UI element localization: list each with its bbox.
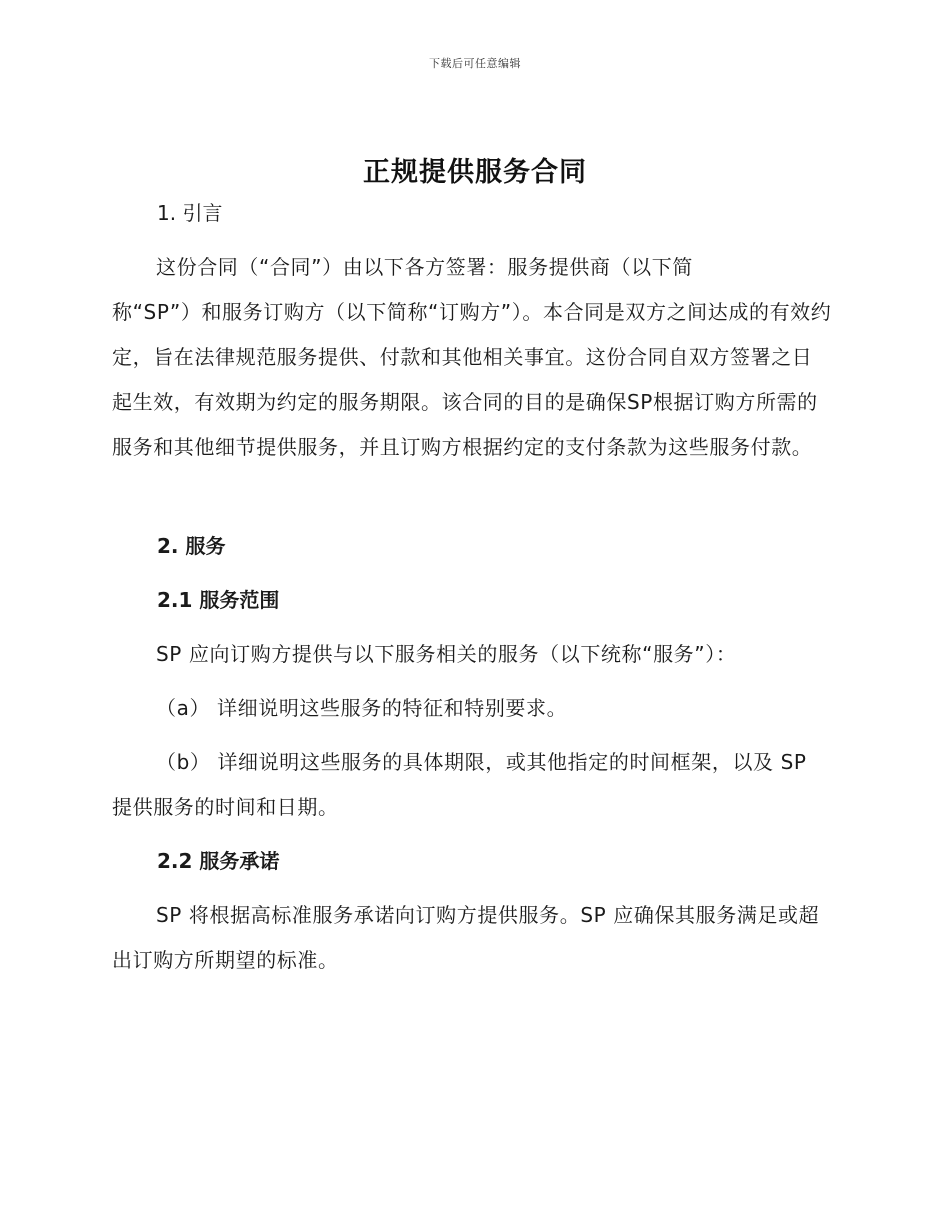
section-2-1-intro: SP 应向订购方提供与以下服务相关的服务（以下统称“服务”）： bbox=[156, 642, 737, 666]
section-2-1-item-b: （b） 详细说明这些服务的具体期限，或其他指定的时间框架，以及 SP 提供服务的时间和日期。 bbox=[112, 750, 807, 819]
section-2-heading: 2. 服务 bbox=[157, 534, 226, 558]
section-1-paragraph-body: 称“SP”）和服务订购方（以下简称“订购方”）。本合同是双方之间达成的有效约定，旨在法律规范服务提供、付款和其他相关事宜。这份合同自双方签署之日起生效，有效期为约定的服务期限。该合同的目的是确保SP根据订购方所需的服务和其他细节提供服务，并且订购方根据约定的支付条款为这些服务付款。 bbox=[112, 300, 832, 459]
section-1-paragraph-line1: 这份合同（“合同”）由以下各方签署：服务提供商（以下简 bbox=[156, 255, 693, 279]
section-2-2-paragraph: SP 将根据高标准服务承诺向订购方提供服务。SP 应确保其服务满足或超出订购方所期望的标准。 bbox=[112, 903, 820, 972]
section-2-1-item-a: （a） 详细说明这些服务的特征和特别要求。 bbox=[156, 696, 568, 720]
document-title: 正规提供服务合同 bbox=[363, 157, 587, 188]
section-1-paragraph bbox=[112, 245, 832, 470]
section-2-2-heading: 2.2 服务承诺 bbox=[157, 849, 280, 873]
page-header-note: 下载后可任意编辑 bbox=[429, 57, 521, 70]
section-1-heading: 1. 引言 bbox=[157, 201, 223, 225]
section-2-1-heading: 2.1 服务范围 bbox=[157, 588, 280, 612]
